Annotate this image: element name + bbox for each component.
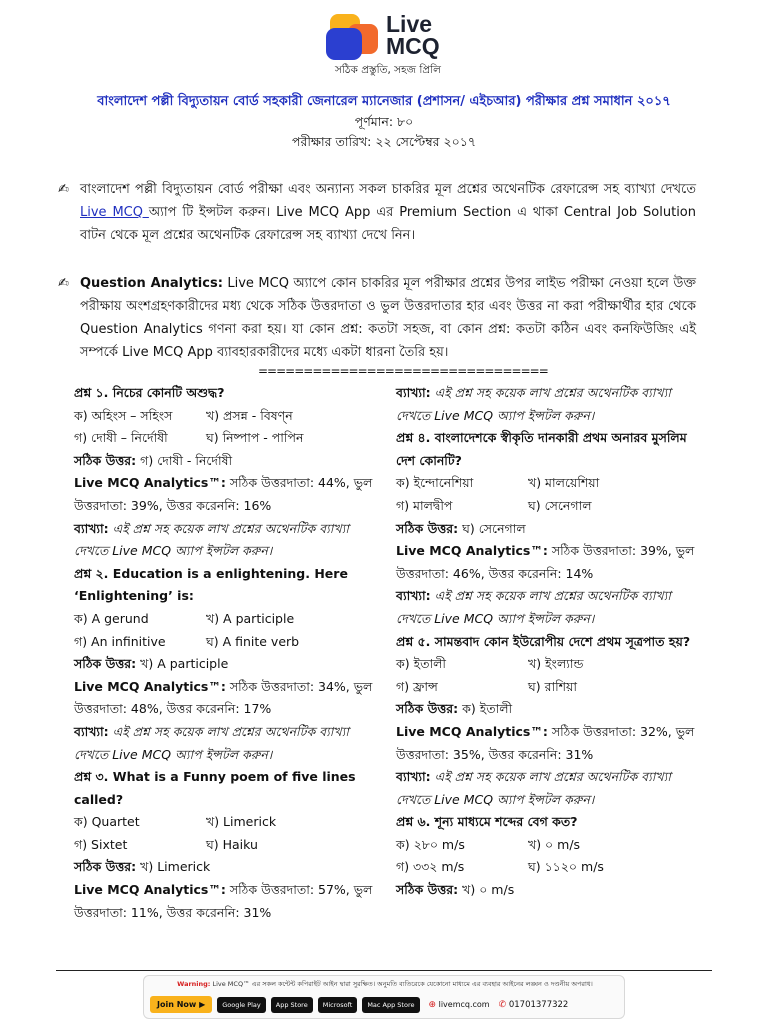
logo-tagline: সঠিক প্রস্তুতি, সহজ প্রিলি [334,64,442,76]
footer-divider [56,970,712,971]
explanation-label: ব্যাখ্যা: [74,723,109,739]
analytics-values: সঠিক উত্তরদাতা: 32%, ভুল উত্তরদাতা: 35%, উত্তর করেননি: 31% [396,723,695,762]
option-ka: ক) ২৮০ m/s [396,836,465,852]
question-3 [74,766,374,924]
intro-paragraph [58,178,696,247]
page-title: বাংলাদেশ পল্লী বিদ্যুতায়ন বোর্ড সহকারী জেনারেল ম্যানেজার (প্রশাসন/ এইচআর) পরীক্ষার প্রশ্ন সমাধান ২০১৭ [97,94,671,109]
analytics-label: Live MCQ Analytics™: [74,882,226,898]
explanation-text: এই প্রশ্ন সহ কয়েক লাখ প্রশ্নের অথেনটিক ব্যাখ্যা দেখতে Live MCQ অ্যাপ ইন্সটল করুন। [74,520,349,559]
analytics-label: Live MCQ Analytics™: [74,678,226,694]
correct-answer: খ) ০ m/s [458,882,515,898]
correct-label: সঠিক উত্তর: [74,859,137,875]
option-ga: গ) মালদ্বীপ [396,497,453,513]
correct-answer: খ) A participle [136,656,229,672]
explanation-text: এই প্রশ্ন সহ কয়েক লাখ প্রশ্নের অথেনটিক ব্যাখ্যা দেখতে Live MCQ অ্যাপ ইন্সটল করুন। [396,385,671,423]
option-ka: ক) Quartet [74,814,140,830]
warning-label: Warning: [177,980,211,988]
option-kha: খ) A participle [206,610,295,626]
question-6 [396,811,696,901]
option-ga: গ) An infinitive [74,633,166,649]
analytics-label: Live MCQ Analytics™: [74,475,226,491]
live-mcq-logo [326,11,450,76]
option-ka: ক) অহিংস – সহিংস [74,407,173,423]
option-gha: ঘ) ১১২০ m/s [528,859,604,875]
app-store-badge[interactable]: App Store [271,997,313,1013]
explanation-label: ব্যাখ্যা: [396,769,431,785]
option-ga: গ) Sixtet [74,836,128,852]
question-text: প্রশ্ন ৪. বাংলাদেশকে স্বীকৃতি দানকারী প্রথম অনারব মুসলিম দেশ কোনটি? [396,430,687,468]
option-gha: ঘ) সেনেগাল [528,497,592,513]
question-text: প্রশ্ন ৫. সামন্তবাদ কোন ইউরোপীয় দেশে প্রথম সূত্রপাত হয়? [396,633,691,649]
option-kha: খ) ইংল্যান্ড [528,656,584,672]
option-gha: ঘ) নিষ্পাপ - পাপিন [206,430,304,446]
explanation-label: ব্যাখ্যা: [396,588,431,604]
analytics-values: সঠিক উত্তরদাতা: 34%, ভুল উত্তরদাতা: 48%, উত্তর করেননি: 17% [74,678,373,717]
option-ga: গ) ৩৩২ m/s [396,859,465,875]
footer-actions [150,996,568,1013]
analytics-values: সঠিক উত্তরদাতা: 57%, ভুল উত্তরদাতা: 11%, উত্তর করেননি: 31% [74,882,373,920]
mac-app-store-badge[interactable]: Mac App Store [362,997,419,1013]
correct-answer: গ) দোষী - নির্দোষী [136,452,233,468]
pointing-hand-icon: ✍ [58,182,69,197]
website-link[interactable]: livemcq.com [438,999,490,1009]
explanation-text: এই প্রশ্ন সহ কয়েক লাখ প্রশ্নের অথেনটিক ব্যাখ্যা দেখতে Live MCQ অ্যাপ ইন্সটল করুন। [74,723,349,762]
phone-icon: ✆ [498,999,507,1010]
correct-label: সঠিক উত্তর: [396,882,459,898]
option-ka: ক) ইতালী [396,656,446,672]
live-mcq-link[interactable]: Live MCQ [80,205,149,220]
analytics-label: Live MCQ Analytics™: [396,543,548,559]
question-text: প্রশ্ন ৩. What is a Funny poem of five lines called? [74,769,356,807]
copyright-warning [144,979,626,990]
option-gha: ঘ) A finite verb [206,633,300,649]
explanation-label: ব্যাখ্যা: [74,520,109,536]
correct-label: সঠিক উত্তর: [74,656,137,672]
microsoft-store-badge[interactable]: Microsoft [318,997,358,1013]
join-now-button[interactable]: Join Now ▶ [150,996,212,1013]
question-text: প্রশ্ন ২. Education is a enlightening. Here ‘Enlightening’ is: [74,565,348,604]
correct-answer: ক) ইতালী [458,701,513,717]
intro-text-b: অ্যাপ টি ইন্সটল করুন। Live MCQ App এর Premium Section এ থাকা Central Job Solution বাটন থেকে মূল প্রশ্নের অথেনটিক রেফারেন্স সহ ব্যাখ্যা দেখে নিন। [80,205,696,243]
exam-date: পরীক্ষার তারিখ: ২২ সেপ্টেম্বর ২০১৭ [291,134,477,149]
analytics-paragraph [58,272,696,364]
explanation-text: এই প্রশ্ন সহ কয়েক লাখ প্রশ্নের অথেনটিক ব্যাখ্যা দেখতে Live MCQ অ্যাপ ইন্সটল করুন। [396,769,671,807]
logo-word-mcq: MCQ [386,33,440,59]
pointing-hand-icon: ✍ [58,276,69,291]
analytics-values: সঠিক উত্তরদাতা: 39%, ভুল উত্তরদাতা: 46%, উত্তর করেননি: 14% [396,543,695,581]
option-gha: ঘ) Haiku [206,836,258,852]
separator: ================================ [258,364,548,378]
google-play-badge[interactable]: Google Play [217,997,266,1013]
analytics-description: Live MCQ অ্যাপে কোন চাকরির মূল পরীক্ষার প্রশ্নের উপর লাইভ পরীক্ষা নেওয়া হলে উক্ত পরীক্ষায় অংশগ্রহণকারীদের মধ্য থেকে সঠিক উত্তরদাতা ও ভুল উত্তরদাতার হার এবং উত্তর না করা পরীক্ষার্থীর হার থেকে Question Analytics গণনা করা হয়। যা কোন প্রশ্ন: কতটা সহজ, বা কোন প্রশ্ন: কতটা কঠিন এবং কনফিউজিং এই সম্পর্কে Live MCQ App ব্যাবহারকারীদের মধ্যে একটা ধারনা তৈরি হয়। [80,276,696,360]
footer-banner [143,975,625,1019]
explanation-text: এই প্রশ্ন সহ কয়েক লাখ প্রশ্নের অথেনটিক ব্যাখ্যা দেখতে Live MCQ অ্যাপ ইন্সটল করুন। [396,588,671,626]
option-kha: খ) ০ m/s [528,836,581,852]
analytics-label: Live MCQ Analytics™: [396,723,548,739]
option-kha: খ) মালয়েশিয়া [528,475,600,491]
analytics-values: সঠিক উত্তরদাতা: 44%, ভুল উত্তরদাতা: 39%, উত্তর করেননি: 16% [74,475,373,513]
left-column [74,382,374,924]
globe-icon: ⊕ [428,999,437,1010]
question-2 [74,563,374,766]
question-4 [396,427,696,630]
correct-label: সঠিক উত্তর: [396,520,459,536]
analytics-heading: Question Analytics: [80,276,223,291]
correct-answer: ঘ) সেনেগাল [458,520,526,536]
option-kha: খ) Limerick [206,814,277,830]
full-marks: পূর্ণমান: ৮০ [354,114,414,129]
option-ga: গ) দোষী – নির্দোষী [74,430,168,446]
logo-mark-icon [326,14,380,60]
phone-number[interactable]: 01701377322 [508,999,569,1010]
logo-word-live: Live [386,11,433,37]
warning-text: Live MCQ™ এর সকল কন্টেন্ট কপিরাইট আইন দ্বারা সুরক্ষিত। অনুমতি ব্যতিরেকে যেকোনো মাধ্যমে এর ব্যবহার আইনের লঙ্ঘন ও দণ্ডনীয় অপরাধ। [210,980,593,988]
option-gha: ঘ) রাশিয়া [528,678,578,694]
question-5 [396,631,696,812]
intro-text-a: বাংলাদেশ পল্লী বিদ্যুতায়ন বোর্ড পরীক্ষা এবং অন্যান্য সকল চাকরির মূল প্রশ্নের অথেনটিক রেফারেন্স সহ ব্যাখ্যা দেখতে [80,182,696,197]
correct-label: সঠিক উত্তর: [74,452,137,468]
option-ga: গ) ফ্রান্স [396,678,438,694]
explanation-label: ব্যাখ্যা: [396,385,431,400]
question-text: প্রশ্ন ৬. শূন্য মাধ্যমে শব্দের বেগ কত? [396,814,578,830]
correct-label: সঠিক উত্তর: [396,701,459,717]
option-ka: ক) ইন্দোনেশিয়া [396,475,474,491]
question-1 [74,382,374,563]
option-ka: ক) A gerund [74,610,149,626]
question-text: প্রশ্ন ১. নিচের কোনটি অশুদ্ধ? [74,385,225,400]
correct-answer: খ) Limerick [136,859,211,875]
right-column [396,382,696,902]
option-kha: খ) প্রসন্ন - বিষণ্ন [206,407,293,423]
